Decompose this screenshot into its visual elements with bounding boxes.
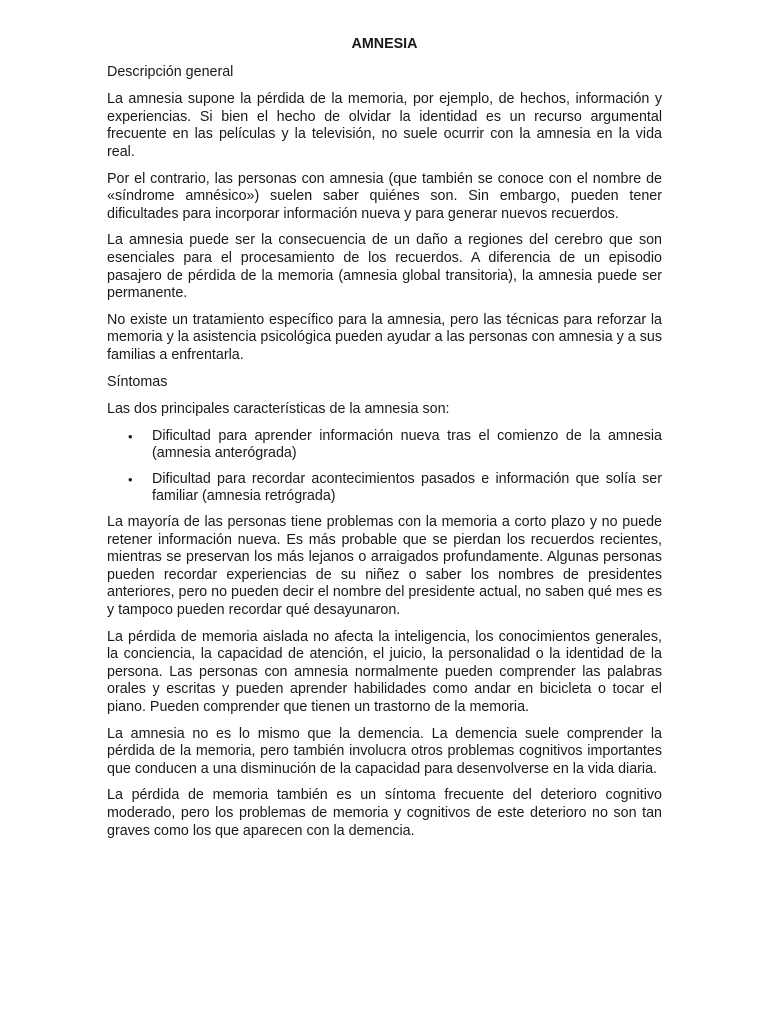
paragraph: La amnesia no es lo mismo que la demencia. La demencia suele comprender la pérdida de la memoria, pero también involucra otros problemas cognitivos importantes que conducen a una disminución de la capacidad para desenvolverse en la vida diaria. xyxy=(107,725,662,777)
paragraph: La amnesia puede ser la consecuencia de un daño a regiones del cerebro que son esenciales para el procesamiento de los recuerdos. A diferencia de un episodio pasajero de pérdida de la memoria (amnesia global transitoria), la amnesia puede ser permanente. xyxy=(107,232,662,302)
paragraph: La pérdida de memoria también es un síntoma frecuente del deterioro cognitivo moderado, pero los problemas de memoria y cognitivos de este deterioro no son tan graves como los que aparecen con la demencia. xyxy=(107,787,662,839)
section-heading-descripcion: Descripción general xyxy=(107,63,234,80)
paragraph: La amnesia supone la pérdida de la memoria, por ejemplo, de hechos, información y experiencias. Si bien el hecho de olvidar la identidad es un recurso argumental frecuente en las películas y la televisión, no suele ocurrir con la amnesia en la vida real. xyxy=(107,91,662,160)
paragraph: La pérdida de memoria aislada no afecta la inteligencia, los conocimientos generales, la conciencia, la capacidad de atención, el juicio, la personalidad o la identidad de la persona. Las personas con amnesia normalmente pueden comprender las palabras orales y escritas y pueden aprender habilidades como andar en bicicleta o tocar el piano. Pueden comprender que tienen un trastorno de la memoria. xyxy=(107,628,662,715)
document-page xyxy=(107,36,662,849)
paragraph: La mayoría de las personas tiene problemas con la memoria a corto plazo y no puede retener información nueva. Es más probable que se pierdan los recuerdos recientes, mientras se preservan los más lejanos o arraigados profundamente. Algunas personas pueden recordar experiencias de su niñez o saber los nombres de presidentes anteriores, pero no pueden decir el nombre del presidente actual, no saben qué mes es y tampoco pueden recordar qué desayunaron. xyxy=(107,514,662,619)
bullet-icon: • xyxy=(128,428,133,444)
bullet-icon: • xyxy=(128,471,133,487)
list-item xyxy=(128,427,662,463)
paragraph: Por el contrario, las personas con amnesia (que también se conoce con el nombre de «síndrome amnésico») suelen saber quiénes son. Sin embargo, pueden tener dificultades para incorporar información nueva y para generar nuevos recuerdos. xyxy=(107,170,662,222)
list-item xyxy=(128,470,662,506)
section-heading-sintomas: Síntomas xyxy=(107,373,168,390)
list-item-text: Dificultad para recordar acontecimientos pasados e información que solía ser familiar (amnesia retrógrada) xyxy=(152,470,662,505)
list-intro: Las dos principales características de la amnesia son: xyxy=(107,401,450,418)
document-title: AMNESIA xyxy=(351,36,418,52)
symptom-list xyxy=(107,428,662,506)
list-item-text: Dificultad para aprender información nueva tras el comienzo de la amnesia (amnesia anterógrada) xyxy=(152,427,662,462)
paragraph: No existe un tratamiento específico para la amnesia, pero las técnicas para reforzar la memoria y la asistencia psicológica pueden ayudar a las personas con amnesia y a sus familias a enfrentarla. xyxy=(107,311,662,363)
